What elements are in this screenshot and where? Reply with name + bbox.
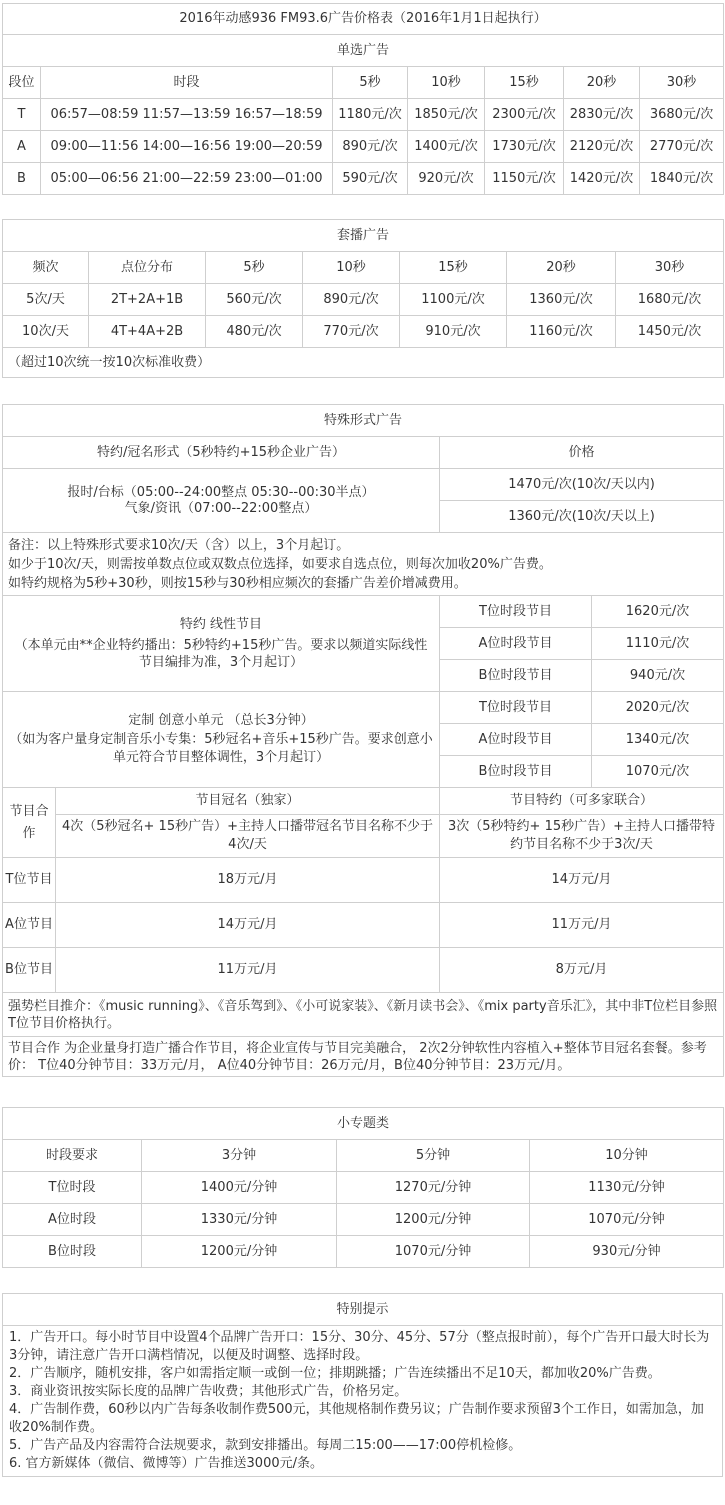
table-cell: 590元/次 — [333, 163, 408, 195]
price-cell: 1360元/次(10次/天以上) — [440, 501, 724, 533]
topic-header-row — [3, 1140, 724, 1172]
single-ad-table — [2, 3, 724, 195]
tip-item: 5．广告产品及内容需符合法规要求，款到安排播出。每周二15:00——17:00停机检修。 — [9, 1438, 522, 1453]
linear-desc: （本单元由**企业特约播出：5秒特约+15秒广告。要求以频道实际线性节目编排为准，3个月起订） — [14, 637, 428, 670]
note-line: 如少于10次/天，则需按单数点位或双数点位选择，如要求自选点位，则每次加收20%广告费。 — [8, 556, 552, 572]
col-header: 时段 — [41, 67, 333, 99]
linear-sponsor-cell — [3, 596, 440, 692]
col-header: 特约/冠名形式（5秒特约+15秒企业广告） — [3, 437, 440, 469]
col-header: 5秒 — [333, 67, 408, 99]
coop-desc: 3次（5秒特约+ 15秒广告）+主持人口播带特约节目名称不少于3次/天 — [440, 815, 724, 858]
col-header: 15秒 — [400, 252, 507, 284]
package-header-row — [3, 252, 724, 284]
table-cell: T位时段节目 — [440, 596, 592, 628]
linear-title: 特约 线性节目 — [179, 616, 263, 632]
table-cell: T — [3, 99, 41, 131]
special-ad-table — [2, 404, 724, 1077]
col-header: 10秒 — [303, 252, 400, 284]
col-header: 5分钟 — [337, 1140, 530, 1172]
table-cell: 1100元/次 — [400, 284, 507, 316]
table-cell: A — [3, 131, 41, 163]
special-slot-line: 报时/台标（05:00--24:00整点 05:30--00:30半点） — [67, 484, 375, 500]
table-cell: 11万元/月 — [56, 948, 440, 993]
table-cell: 5次/天 — [3, 284, 89, 316]
single-ad-section — [2, 3, 723, 195]
table-cell: 06:57—08:59 11:57—13:59 16:57—18:59 — [41, 99, 333, 131]
col-header: 10分钟 — [530, 1140, 724, 1172]
table-cell: 920元/次 — [408, 163, 485, 195]
tips-table — [2, 1293, 723, 1477]
single-ad-title: 单选广告 — [3, 35, 724, 67]
col-header: 时段要求 — [3, 1140, 142, 1172]
col-header: 价格 — [440, 437, 724, 469]
special-ad-title: 特殊形式广告 — [3, 405, 724, 437]
table-cell: 1400元/次 — [408, 131, 485, 163]
table-cell: 1070元/分钟 — [530, 1204, 724, 1236]
table-cell: 940元/次 — [592, 660, 724, 692]
coop-header: 节目特约（可多家联合） — [440, 788, 724, 815]
special-slot-cell — [3, 469, 440, 533]
col-header: 5秒 — [206, 252, 303, 284]
table-cell: 1420元/次 — [564, 163, 640, 195]
table-cell: 1330元/分钟 — [142, 1204, 337, 1236]
program-coop-note: 节目合作 为企业量身打造广播合作节目，将企业宣传与节目完美融合， 2次2分钟软性内容植入+整体节目冠名套餐。参考价： T位40分钟节目：33万元/月， A位40分钟节目：26万元/月，B位40分钟节目：23万元/月。 — [3, 1037, 724, 1077]
price-cell: 1470元/次(10次/天以内) — [440, 469, 724, 501]
table-cell: 8万元/月 — [440, 948, 724, 993]
table-cell: B位时段节目 — [440, 756, 592, 788]
table-row — [3, 131, 724, 163]
col-header: 点位分布 — [89, 252, 206, 284]
col-header: 段位 — [3, 67, 41, 99]
table-row — [3, 1172, 724, 1204]
coop-row-label: A位节目 — [3, 903, 56, 948]
table-cell: 1620元/次 — [592, 596, 724, 628]
table-cell: 11万元/月 — [440, 903, 724, 948]
table-cell: 1400元/分钟 — [142, 1172, 337, 1204]
custom-title: 定制 创意小单元 （总长3分钟） — [128, 712, 314, 728]
table-cell: B — [3, 163, 41, 195]
custom-unit-cell — [3, 692, 440, 788]
table-cell: 1450元/次 — [616, 316, 724, 348]
package-ad-table — [2, 219, 724, 378]
coop-desc: 4次（5秒冠名+ 15秒广告）+主持人口播带冠名节目名称不少于4次/天 — [56, 815, 440, 858]
special-ad-section — [2, 404, 723, 1077]
table-cell: 14万元/月 — [56, 903, 440, 948]
table-cell: A位时段节目 — [440, 724, 592, 756]
col-header: 30秒 — [640, 67, 724, 99]
col-header: 15秒 — [485, 67, 564, 99]
table-cell: 770元/次 — [303, 316, 400, 348]
table-cell: 1840元/次 — [640, 163, 724, 195]
table-cell: T位时段节目 — [440, 692, 592, 724]
table-cell: 09:00—11:56 14:00—16:56 19:00—20:59 — [41, 131, 333, 163]
table-cell: 18万元/月 — [56, 858, 440, 903]
package-ad-title: 套播广告 — [3, 220, 724, 252]
coop-row-label: T位节目 — [3, 858, 56, 903]
table-cell: 1340元/次 — [592, 724, 724, 756]
table-cell: 1680元/次 — [616, 284, 724, 316]
col-header: 频次 — [3, 252, 89, 284]
table-cell: 1070元/次 — [592, 756, 724, 788]
table-row — [3, 1204, 724, 1236]
special-notes — [3, 533, 724, 596]
table-cell: 1110元/次 — [592, 628, 724, 660]
table-row — [3, 163, 724, 195]
table-cell: A位时段 — [3, 1204, 142, 1236]
tips-section — [2, 1293, 723, 1477]
tips-title: 特别提示 — [3, 1294, 723, 1326]
table-cell: 10次/天 — [3, 316, 89, 348]
table-cell: 560元/次 — [206, 284, 303, 316]
doc-title: 2016年动感936 FM93.6广告价格表（2016年1月1日起执行） — [3, 4, 724, 35]
tip-item: 1．广告开口。每小时节目中设置4个品牌广告开口：15分、30分、45分、57分（整点报时前），每个广告开口最大时长为3分钟，请注意广告开口满档情况，以便及时调整、选择时段。 — [9, 1330, 710, 1363]
featured-programs-note: 强势栏目推介：《music running》、《音乐驾到》、《小可说家装》、《新月读书会》、《mix party音乐汇》，其中非T位栏目参照T位节目价格执行。 — [3, 993, 724, 1037]
coop-row-label: B位节目 — [3, 948, 56, 993]
table-cell: 2300元/次 — [485, 99, 564, 131]
topic-table — [2, 1107, 724, 1268]
table-row — [3, 316, 724, 348]
coop-label: 节目合作 — [3, 788, 56, 858]
tip-item: 2．广告顺序，随机安排，客户如需指定顺一或倒一位；排期跳播；广告连续播出不足10天，都加收20%广告费。 — [9, 1366, 661, 1381]
package-note: （超过10次统一按10次标准收费） — [3, 348, 724, 378]
tips-list — [3, 1326, 723, 1477]
table-row — [3, 1236, 724, 1268]
table-cell: 2020元/次 — [592, 692, 724, 724]
table-cell: 05:00—06:56 21:00—22:59 23:00—01:00 — [41, 163, 333, 195]
table-cell: A位时段节目 — [440, 628, 592, 660]
tip-item: 6. 官方新媒体（微信、微博等）广告推送3000元/条。 — [9, 1456, 323, 1471]
col-header: 10秒 — [408, 67, 485, 99]
table-cell: 4T+4A+2B — [89, 316, 206, 348]
col-header: 20秒 — [507, 252, 616, 284]
col-header: 30秒 — [616, 252, 724, 284]
table-cell: 1130元/分钟 — [530, 1172, 724, 1204]
table-cell: 1070元/分钟 — [337, 1236, 530, 1268]
table-cell: 1730元/次 — [485, 131, 564, 163]
package-ad-section — [2, 219, 723, 378]
table-cell: 1270元/分钟 — [337, 1172, 530, 1204]
tip-item: 3．商业资讯按实际长度的品牌广告收费；其他形式广告，价格另定。 — [9, 1384, 408, 1399]
table-cell: 3680元/次 — [640, 99, 724, 131]
table-cell: 1180元/次 — [333, 99, 408, 131]
table-cell: B位时段 — [3, 1236, 142, 1268]
table-row — [3, 284, 724, 316]
table-cell: 1360元/次 — [507, 284, 616, 316]
table-cell: 480元/次 — [206, 316, 303, 348]
table-cell: 890元/次 — [333, 131, 408, 163]
coop-header: 节目冠名（独家） — [56, 788, 440, 815]
table-cell: B位时段节目 — [440, 660, 592, 692]
note-line: 备注：以上特殊形式要求10次/天（含）以上，3个月起订。 — [8, 537, 350, 553]
table-cell: 890元/次 — [303, 284, 400, 316]
special-header-row — [3, 437, 724, 469]
col-header: 3分钟 — [142, 1140, 337, 1172]
table-cell: 930元/分钟 — [530, 1236, 724, 1268]
single-header-row — [3, 67, 724, 99]
table-cell: 910元/次 — [400, 316, 507, 348]
table-cell: 1150元/次 — [485, 163, 564, 195]
table-cell: 2830元/次 — [564, 99, 640, 131]
tip-item: 4．广告制作费，60秒以内广告每条收制作费500元，其他规格制作费另议；广告制作要求预留3个工作日，如需加急，加收20%制作费。 — [9, 1402, 704, 1435]
custom-desc: （如为客户量身定制音乐小专集：5秒冠名+音乐+15秒广告。要求创意小单元符合节目整体调性，3个月起订） — [9, 731, 433, 765]
table-cell: 2770元/次 — [640, 131, 724, 163]
table-cell: 2T+2A+1B — [89, 284, 206, 316]
col-header: 20秒 — [564, 67, 640, 99]
table-cell: T位时段 — [3, 1172, 142, 1204]
note-line: 如特约规格为5秒+30秒，则按15秒与30秒相应频次的套播广告差价增减费用。 — [8, 575, 467, 591]
topic-title: 小专题类 — [3, 1108, 724, 1140]
table-cell: 1200元/分钟 — [337, 1204, 530, 1236]
table-cell: 2120元/次 — [564, 131, 640, 163]
table-row — [3, 99, 724, 131]
topic-section — [2, 1107, 723, 1268]
table-cell: 1850元/次 — [408, 99, 485, 131]
table-cell: 1160元/次 — [507, 316, 616, 348]
table-cell: 1200元/分钟 — [142, 1236, 337, 1268]
table-cell: 14万元/月 — [440, 858, 724, 903]
special-slot-line: 气象/资讯（07:00--22:00整点） — [124, 500, 318, 516]
